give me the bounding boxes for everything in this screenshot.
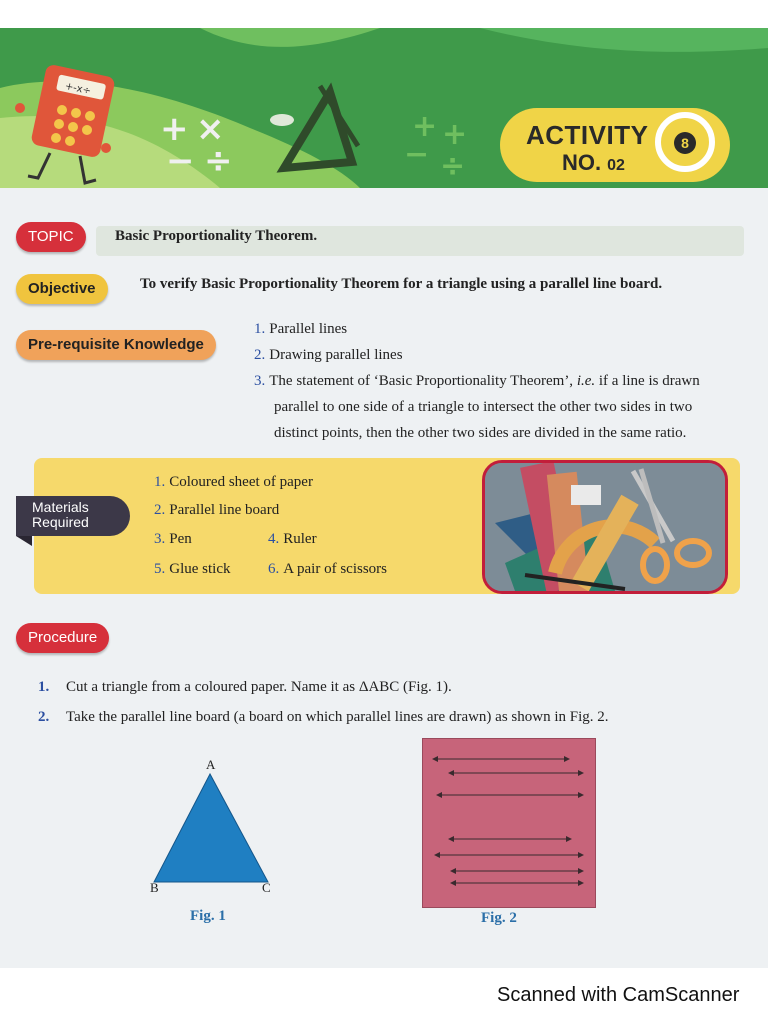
material-item: 5. Glue stick bbox=[154, 561, 231, 577]
activity-no-label: NO. bbox=[562, 150, 602, 175]
list-item-continuation: distinct points, then the other two sides are divided in the same ratio. bbox=[274, 425, 687, 441]
procedure-step: 2. Take the parallel line board (a board on which parallel lines are drawn) as shown in Fig. 2. bbox=[38, 709, 609, 725]
triangle-figure bbox=[150, 768, 270, 888]
material-item: 1. Coloured sheet of paper bbox=[154, 474, 313, 490]
objective-text: To verify Basic Proportionality Theorem for a triangle using a parallel line board. bbox=[140, 276, 663, 292]
activity-badge: 8 bbox=[674, 132, 696, 154]
list-item: 2. Drawing parallel lines bbox=[254, 347, 403, 363]
svg-text:÷: ÷ bbox=[204, 141, 233, 181]
list-item-continuation: parallel to one side of a triangle to intersect the other two sides in two bbox=[274, 399, 693, 415]
material-item: 3. Pen bbox=[154, 531, 192, 547]
objective-label: Objective bbox=[16, 274, 108, 304]
vertex-a-label: A bbox=[206, 757, 216, 772]
fig2-caption: Fig. 2 bbox=[481, 910, 517, 926]
prereq-list bbox=[254, 316, 754, 446]
material-item: 6. A pair of scissors bbox=[268, 561, 387, 577]
svg-text:+: + bbox=[412, 109, 438, 144]
activity-no-value: 02 bbox=[607, 157, 625, 174]
activity-number bbox=[562, 150, 625, 176]
vertex-c-label: C bbox=[262, 880, 271, 895]
svg-text:+-x÷: +-x÷ bbox=[63, 80, 92, 98]
svg-text:−: − bbox=[166, 141, 195, 181]
textbook-page bbox=[0, 28, 768, 968]
activity-header bbox=[0, 28, 768, 188]
fig1-caption: Fig. 1 bbox=[190, 908, 226, 924]
material-item: 2. Parallel line board bbox=[154, 502, 280, 518]
svg-text:×: × bbox=[196, 109, 225, 149]
material-item: 4. Ruler bbox=[268, 531, 317, 547]
materials-label: Materials Required bbox=[16, 496, 130, 536]
procedure-label: Procedure bbox=[16, 623, 109, 653]
procedure-step: 1. Cut a triangle from a coloured paper. Name it as ΔABC (Fig. 1). bbox=[38, 679, 452, 695]
materials-photo bbox=[482, 460, 728, 594]
materials-illustration-icon bbox=[485, 463, 725, 591]
svg-text:+: + bbox=[160, 109, 189, 149]
scanner-watermark: Scanned with CamScanner bbox=[497, 984, 740, 1006]
topic-label: TOPIC bbox=[16, 222, 86, 252]
parallel-lines-icon bbox=[423, 739, 595, 907]
list-item: 3. The statement of ‘Basic Proportionality Theorem’, i.e. if a line is drawn bbox=[254, 373, 700, 389]
topic-text: Basic Proportionality Theorem. bbox=[115, 228, 318, 244]
prereq-label: Pre-requisite Knowledge bbox=[16, 330, 216, 360]
parallel-line-board bbox=[422, 738, 596, 908]
svg-text:+: + bbox=[442, 117, 468, 152]
activity-title: ACTIVITY bbox=[526, 120, 649, 150]
vertex-b-label: B bbox=[150, 880, 159, 895]
svg-text:÷: ÷ bbox=[440, 149, 466, 184]
svg-text:−: − bbox=[404, 137, 430, 172]
list-item: 1. Parallel lines bbox=[254, 321, 348, 337]
